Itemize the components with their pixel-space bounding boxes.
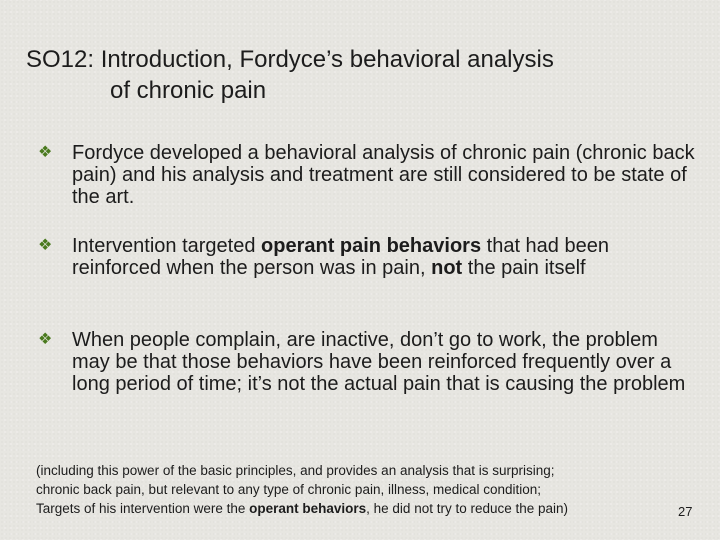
bullet-item-3 (38, 329, 698, 395)
bullet-text (72, 235, 698, 279)
footnote-bold-term: operant behaviors (249, 501, 367, 516)
bullet-text-part: that had been reinforced when the person was in pain, (72, 235, 609, 279)
footnote-text-part: Targets of his intervention were the (36, 501, 250, 516)
slide-title-line-2: of chronic pain (110, 77, 267, 104)
footnote-text-part: , he did not try to reduce the pain) (366, 501, 569, 516)
footnote-line-2: chronic back pain, but relevant to any type of chronic pain, illness, medical condition; (36, 482, 542, 497)
bullet-bold-term: operant pain behaviors (261, 235, 482, 257)
bullet-item-2 (38, 235, 698, 279)
bullet-diamond-icon: ❖ (38, 237, 53, 254)
page-number: 27 (678, 504, 693, 519)
slide-title (26, 44, 686, 106)
bullet-diamond-icon: ❖ (38, 331, 53, 348)
bullet-text: Fordyce developed a behavioral analysis of chronic pain (chronic back pain) and his analysis and treatment are still considered to be state of the art. (72, 142, 695, 208)
bullet-diamond-icon: ❖ (38, 144, 53, 161)
bullet-text: When people complain, are inactive, don’t go to work, the problem may be that those behaviors have been reinforced frequently over a long period of time; it’s not the actual pain that is causing the problem (72, 329, 686, 395)
footnote-line-1: (including this power of the basic principles, and provides an analysis that is surprising; (36, 463, 555, 478)
bullet-item-1 (38, 142, 698, 208)
slide-title-line-1: SO12: Introduction, Fordyce’s behavioral analysis (26, 46, 554, 73)
bullet-text-part: the pain itself (462, 257, 586, 279)
footnote (36, 461, 676, 518)
bullet-bold-term: not (431, 257, 463, 279)
bullet-text-part: Intervention targeted (72, 235, 262, 257)
footnote-line-3 (36, 499, 676, 518)
